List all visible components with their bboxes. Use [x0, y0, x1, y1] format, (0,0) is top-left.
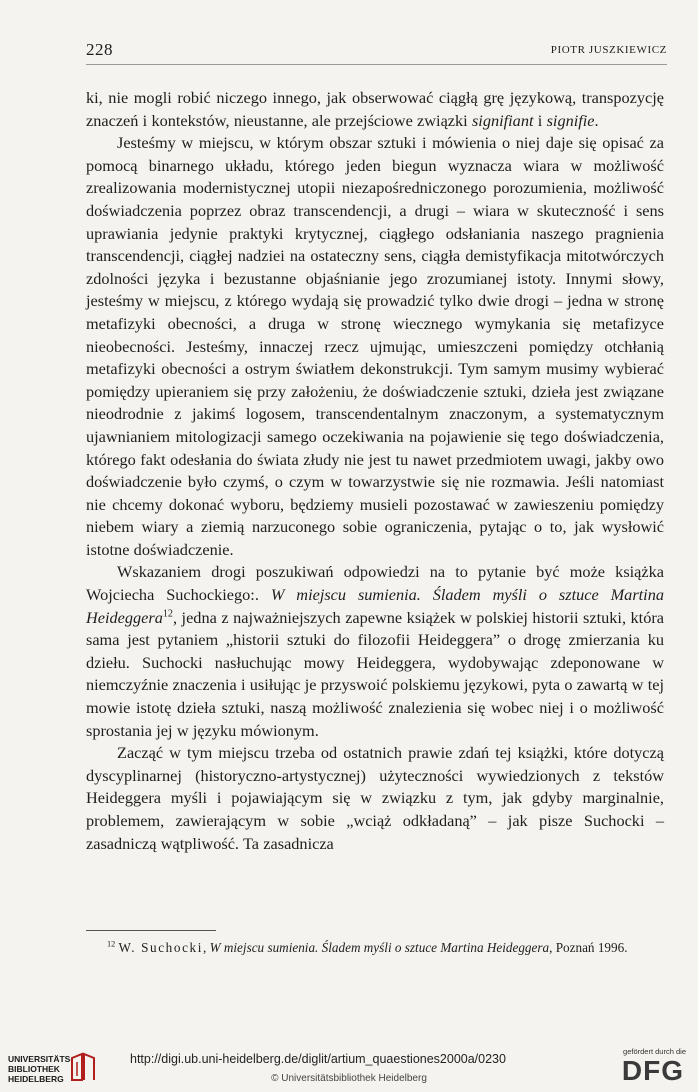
paragraph-text: Zacząć w tym miejscu trzeba od ostatnich prawie zdań tej książki, które dotyczą dyscyplinarnej (historyczno-artystycznej) użyteczności wywiedzionych z tekstów Heideggera myśli i pojawiającym się w związku z tym, jak gdyby marginalnie, problemem, zawierającym w sobie „wciąż odkładaną” – jak pisze Suchocki – zasadniczą wątpliwość. Ta zasadnicza	[86, 743, 664, 853]
paragraph-text: .	[594, 110, 599, 130]
paragraph-text: Wskazaniem drogi poszukiwań odpowiedzi na to pytanie być może książka Wojciecha Suchockiego:.	[86, 562, 664, 605]
library-line-1: UNIVERSITÄTS-	[8, 1054, 74, 1064]
body-paragraph	[86, 561, 664, 742]
paragraph-text: Jesteśmy w miejscu, w którym obszar sztuki i mówienia o niej daje się opisać za pomocą binarnego układu, którego jeden biegun wyznacza wiara w możliwość zrealizowania modernistycznej utopii niezapośredniczonego porozumienia, możliwość doświadczenia poprzez obraz transcendencji, a drugi – wiara w skuteczność i sens uprawiania jedynie praktyki krytycznej, ciągłego odsłaniania naszego pragnienia transcendencji, ciągłej nadziei na ostateczny sens, ciągła demistyfikacja mitotwórczych zdolności języka i bezustanne objaśnianie jego zrozumianej istoty. Innymi słowy, jesteśmy w miejscu, z którego wydają się prowadzić tylko dwie drogi – jedna w stronę metafizyki obecności, a druga w stronę wiecznego wymykania się metafizyce nieobecności. Jesteśmy, innaczej rzecz ujmując, umieszczeni pomiędzy otchłanią metafizyki obecności a ostrym światłem dekonstrukcji. Tym samym musimy wybierać pomiędzy upieraniem się przy założeniu, że doświadczenie sztuki, dzieła jest związane nieodrodnie z jakimś logosem, transcendentalnym znaczonym, a systematycznym ujawnianiem mitologizacji samego oczekiwania na pojawienie się tego doświadczenia, którego fakt odesłania do świata złudy nie jest tu nawet przedmiotem uwagi, jakby owo doświadczenie było czymś, o czym w towarzystwie się nie rozmawia. Jeśli natomiast nie chcemy dokonać wyboru, będziemy musieli pozostawać w zawieszeniu pomiędzy niebem wiary a ziemią narzuconego sobie ograniczenia, pytając o to, jak wysłowić istotne doświadczenie.	[86, 133, 664, 559]
body-paragraph	[86, 87, 664, 132]
footnote-author: W. Suchocki	[118, 940, 203, 955]
footnote: $^{12}$ W. Suchocki, W miejscu sumienia. Śladem myśli o sztuce Martina Heideggera, Poznań 1996.	[107, 939, 628, 955]
source-url-link[interactable]: http://digi.ub.uni-heidelberg.de/diglit/artium_quaestiones2000a/0230	[130, 1052, 506, 1066]
footnote-place: Poznań 1996.	[555, 940, 628, 955]
body-paragraph	[86, 132, 664, 561]
library-line-3: HEIDELBERG	[8, 1074, 64, 1084]
main-text	[86, 87, 664, 855]
paragraph-text: ki, nie mogli robić niczego innego, jak obserwować ciągłą grę językową, transpozycję znaczeń i kontekstów, nieustanne, ale przejściowe związki	[86, 88, 664, 130]
footnote-reference: 12	[162, 608, 173, 620]
running-title: PIOTR JUSZKIEWICZ	[550, 44, 667, 56]
running-header	[86, 40, 667, 65]
italic-text: signifie	[546, 110, 595, 130]
italic-text: signifiant	[471, 110, 534, 130]
funder-caption: gefördert durch die	[623, 1047, 686, 1056]
paragraph-text: i	[533, 110, 547, 130]
copyright-notice: © Universitätsbibliothek Heidelberg	[271, 1073, 427, 1084]
footer-bar	[0, 1040, 698, 1092]
paragraph-text: , jedna z najważniejszych zapewne książek w polskiej historii sztuki, która sama jest pytaniem „historii sztuki do filozofii Heideggera” o drogę zmierzania ku dziełu. Suchocki nasłuchując mowy Heideggera, wydobywając zdeponowane w niemczyźnie znaczenia i usiłując je przyswoić polskiemu językowi, pyta o zawartą w tej mowie istotę dzieła sztuki, naszą możliwość znalezienia się wobec niej i o możliwość sprostania jej w języku mówionym.	[86, 607, 664, 740]
dfg-logo: DFG	[621, 1055, 684, 1086]
library-line-2: BIBLIOTHEK	[8, 1064, 60, 1074]
page-number: 228	[86, 40, 113, 59]
body-paragraph	[86, 742, 664, 855]
footnote-number: 12	[107, 939, 116, 949]
footnote-rule	[86, 930, 216, 931]
footnote-title: W miejscu sumienia. Śladem myśli o sztuce Martina Heideggera	[209, 940, 550, 955]
italic-text: W miejscu sumienia. Śladem myśli o sztuce Martina Heideggera	[86, 585, 664, 627]
